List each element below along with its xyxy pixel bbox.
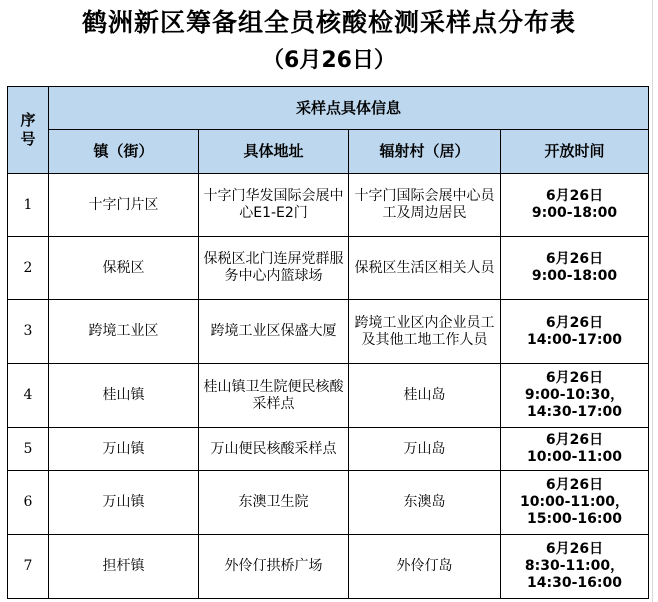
- page-title: 鹤洲新区筹备组全员核酸检测采样点分布表: [81, 8, 576, 37]
- row-village: 万山岛: [349, 428, 501, 471]
- header-village: 辐射村（居）: [349, 130, 501, 174]
- sheet-gridline: [652, 0, 653, 602]
- row-date: 6月26日: [545, 541, 604, 557]
- row-town: 保税区: [49, 237, 199, 300]
- header-address: 具体地址: [199, 130, 349, 174]
- row-village: 东澳岛: [349, 471, 501, 535]
- row-address: 保税区北门连屏党群服务中心内篮球场: [199, 237, 349, 300]
- row-address: 跨境工业区保盛大厦: [199, 300, 349, 364]
- row-number: 1: [8, 174, 49, 237]
- table-row: [8, 364, 649, 428]
- table-row: [8, 237, 649, 300]
- row-town: 跨境工业区: [49, 300, 199, 364]
- row-village: 外伶仃岛: [349, 535, 501, 599]
- row-date: 6月26日: [545, 251, 604, 267]
- row-village: 桂山岛: [349, 364, 501, 428]
- row-address: 万山便民核酸采样点: [199, 428, 349, 471]
- table-row: [8, 428, 649, 471]
- header-row-sub: [8, 130, 649, 174]
- row-date: 6月26日: [545, 188, 604, 204]
- row-town: 桂山镇: [49, 364, 199, 428]
- row-village: 跨境工业区内企业员工及其他工地工作人员: [349, 300, 501, 364]
- row-address: 外伶仃拱桥广场: [199, 535, 349, 599]
- row-open-time: [501, 428, 649, 471]
- row-open-time: [501, 300, 649, 364]
- row-open-time: [501, 237, 649, 300]
- row-time: 10:00-11:00，15:00-16:00: [520, 494, 629, 527]
- row-village: 保税区生活区相关人员: [349, 237, 501, 300]
- row-open-time: [501, 364, 649, 428]
- header-group: 采样点具体信息: [49, 87, 649, 130]
- row-open-time: [501, 535, 649, 599]
- row-number: 3: [8, 300, 49, 364]
- table-row: [8, 174, 649, 237]
- page-subtitle: （6月26日）: [262, 48, 396, 73]
- row-town: 十字门片区: [49, 174, 199, 237]
- row-date: 6月26日: [545, 314, 604, 331]
- header-seq: [8, 87, 49, 174]
- row-open-time: [501, 471, 649, 535]
- row-open-time: [501, 174, 649, 237]
- row-time: 10:00-11:00: [527, 449, 622, 465]
- row-number: 5: [8, 428, 49, 471]
- row-number: 7: [8, 535, 49, 599]
- header-seq-label: 序号: [20, 111, 36, 148]
- row-number: 2: [8, 237, 49, 300]
- row-town: 担杆镇: [49, 535, 199, 599]
- row-time: 14:00-17:00: [527, 331, 622, 348]
- row-number: 4: [8, 364, 49, 428]
- row-time: 8:30-11:00，14:30-16:00: [524, 558, 625, 591]
- row-date: 6月26日: [545, 432, 604, 448]
- row-address: 东澳卫生院: [199, 471, 349, 535]
- table-row: [8, 300, 649, 364]
- sampling-site-table: [7, 86, 649, 599]
- header-town: 镇（街）: [49, 130, 199, 174]
- row-date: 6月26日: [545, 370, 604, 386]
- row-time: 9:00-18:00: [531, 205, 618, 221]
- row-number: 6: [8, 471, 49, 535]
- header-row-top: [8, 87, 649, 130]
- row-town: 万山镇: [49, 471, 199, 535]
- row-date: 6月26日: [545, 477, 604, 493]
- row-village: 十字门国际会展中心员工及周边居民: [349, 174, 501, 237]
- table-row: [8, 471, 649, 535]
- row-town: 万山镇: [49, 428, 199, 471]
- header-time: 开放时间: [501, 130, 649, 174]
- row-address: 十字门华发国际会展中心E1-E2门: [199, 174, 349, 237]
- row-address: 桂山镇卫生院便民核酸采样点: [199, 364, 349, 428]
- table-row: [8, 535, 649, 599]
- row-time: 9:00-10:30，14:30-17:00: [524, 387, 625, 420]
- row-time: 9:00-18:00: [531, 268, 618, 284]
